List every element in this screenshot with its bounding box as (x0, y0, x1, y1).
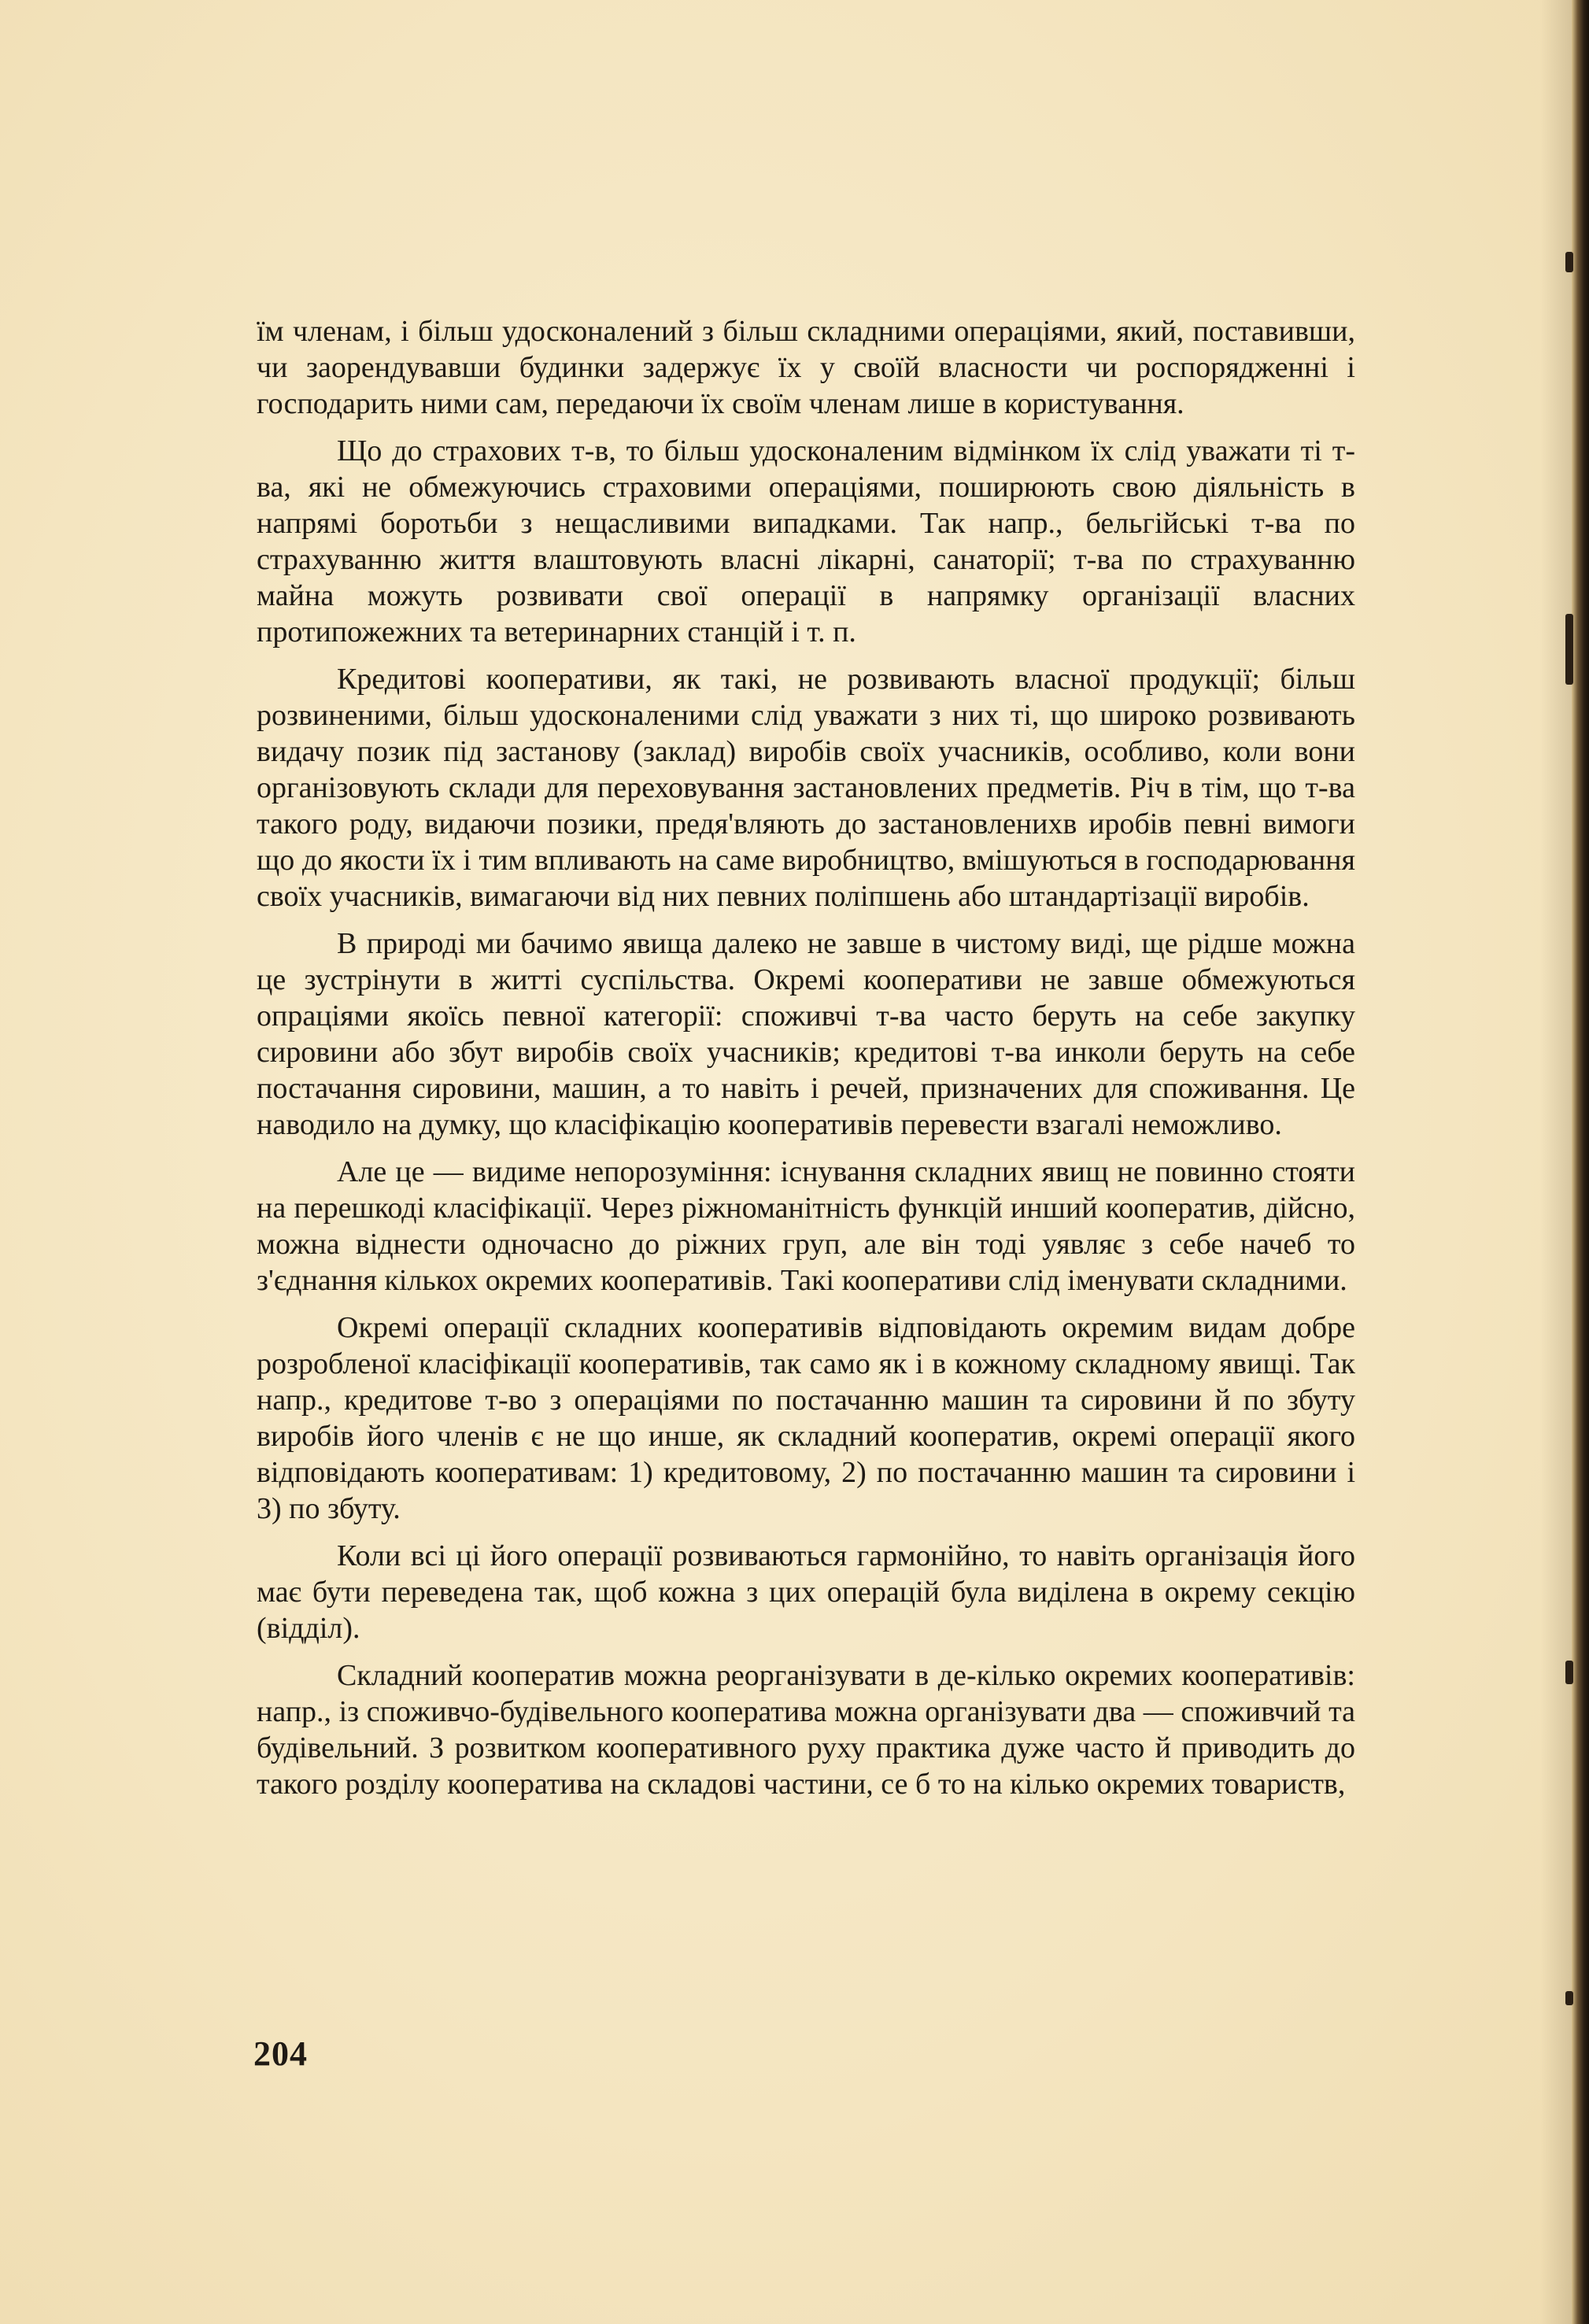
paragraph: В природі ми бачимо явища далеко не завше в чистому виді, ще рідше можна це зустрінути в житті суспільства. Окремі кооперативи не завше обмежуються опраціями якоїсь певної категорії: споживчі т-ва часто беруть на себе закупку сировини або збут виробів своїх учасників; кредитові т-ва инколи беруть на себе постачання сировини, машин, а то навіть і речей, призначених для споживання. Це наводило на думку, що класіфікацію кооперативів перевести взагалі неможливо. (257, 927, 1355, 1141)
paragraph: Кредитові кооперативи, як такі, не розвивають власної продукції; більш розвиненими, більш удосконаленими слід уважати з них ті, що широко розвивають видачу позик під застанову (заклад) виробів своїх учасників, особливо, коли вони організовують склади для переховування застановлених предметів. Річ в тім, що т-ва такого роду, видаючи позики, предя'вляють до застановленихв иробів певні вимоги що до якости їх і тим впливають на саме виробництво, вмішуються в господарювання своїх учасників, вимагаючи від них певних поліпшень або штандартізації виробів. (257, 663, 1355, 913)
paragraph: Окремі операції складних кооперативів відповідають окремим видам добре розробленої класіфікації кооперативів, так само як і в кожному складному явищі. Так напр., кредитове т-во з операціями по постачанню машин та сировини й по збуту виробів його членів є не що инше, як складний кооператив, окремі операції якого відповідають кооперативам: 1) кредитовому, 2) по постачанню машин та сировини і 3) по збуту. (257, 1311, 1355, 1525)
body-text (257, 313, 1355, 1813)
binding-mark (1565, 614, 1573, 685)
paragraph: Складний кооператив можна реорганізувати в де-кілько окремих кооперативів: напр., із споживчо-будівельного кооператива можна організувати два — споживчий та будівельний. З розвитком кооперативного руху практика дуже часто й приводить до такого розділу кооператива на складові частини, се б то на кілько окремих товариств, (257, 1659, 1355, 1801)
paragraph: Коли всі ці його операції розвиваються гармонійно, то навіть організація його має бути переведена так, щоб кожна з цих операцій була виділена в окрему секцію (відділ). (257, 1539, 1355, 1645)
paragraph: їм членам, і більш удосконалений з більш складними операціями, який, поставивши, чи заорендувавши будинки задержує їх у своїй власности чи роспорядженні і господарить ними сам, передаючи їх своїм членам лише в користування. (257, 315, 1355, 420)
page-number: 204 (253, 2034, 308, 2073)
binding-mark (1565, 1661, 1573, 1684)
binding-mark (1565, 252, 1573, 272)
paragraph: Але це — видиме непорозуміння: існування складних явищ не повинно стояти на перешкоді класіфікації. Через ріжноманітність функцій инший кооператив, дійсно, можна віднести одночасно до ріжних груп, але він тоді уявляє з себе начеб то з'єднання кількох окремих кооперативів. Такі кооперативи слід іменувати складними. (257, 1155, 1355, 1297)
binding-mark (1565, 1991, 1573, 2005)
binding-shadow (1540, 0, 1572, 2324)
book-binding-edge (1572, 0, 1589, 2324)
paragraph: Що до страхових т-в, то більш удосконаленим відмінком їх слід уважати ті т-ва, які не обмежуючись страховими операціями, поширюють свою діяльність в напрямі боротьби з нещасливими випадками. Так напр., бельгійські т-ва по страхуванню життя влаштовують власні лікарні, санаторії; т-ва по страхуванню майна можуть розвивати свої операції в напрямку організації власних протипожежних та ветеринарних станцій і т. п. (257, 434, 1355, 648)
